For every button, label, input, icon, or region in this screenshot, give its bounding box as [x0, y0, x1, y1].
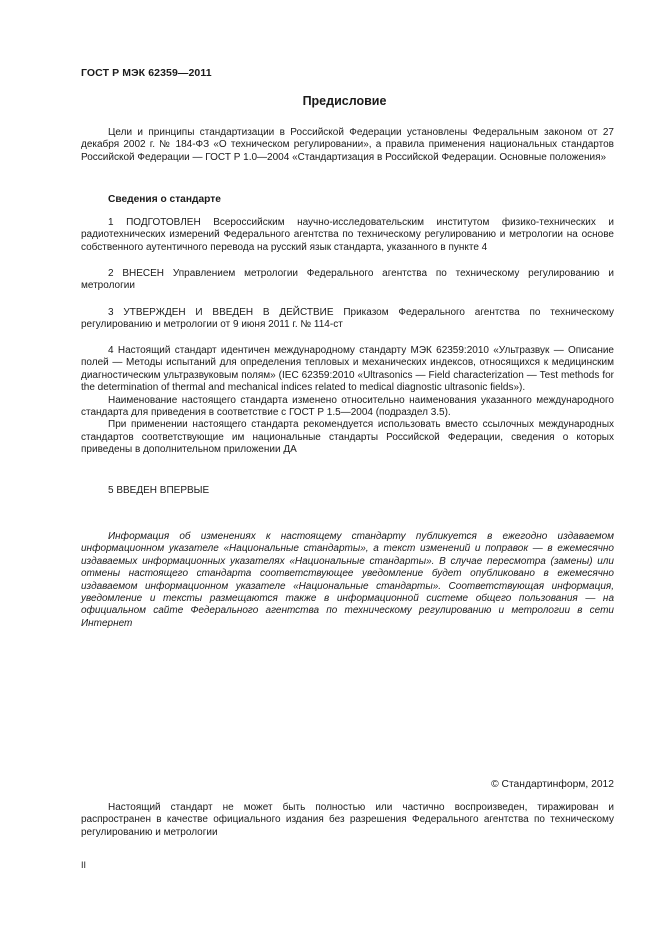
section-subheading: Сведения о стандарте — [108, 194, 221, 205]
item-1 — [81, 217, 614, 254]
rights-paragraph: Настоящий стандарт не может быть полностью или частично воспроизведен, тиражирован и распространен в качестве официального издания без разрешения Федерального агентства по техническому регулированию и метрологии — [81, 802, 614, 838]
item-5-text: 5 ВВЕДЕН ВПЕРВЫЕ — [108, 485, 210, 496]
item-3 — [81, 307, 614, 332]
intro-section — [81, 127, 614, 164]
item-4 — [81, 345, 614, 457]
item-4-text: 4 Настоящий стандарт идентичен международному стандарту МЭК 62359:2010 «Ультразвук — Описание полей — Методы испытаний для определения тепловых и механических индексов, относящихся к медицинским диагностическим ультразвуковым полям» (IEC 62359:2010 «Ultrasonics — Field characterization — Test methods for the determination of thermal and mechanical indices related to medical diagnostic ultrasonic fields»). — [81, 345, 614, 394]
item-2 — [81, 268, 614, 293]
item-4-name-note: Наименование настоящего стандарта изменено относительно наименования указанного международного стандарта для приведения в соответствие с ГОСТ Р 1.5—2004 (подраздел 3.5). — [81, 394, 614, 419]
item-1-text: 1 ПОДГОТОВЛЕН Всероссийским научно-исследовательским институтом физико-технических и радиотехнических измерений Федерального агентства по техническому регулированию и метрологии на основе собственного аутентичного перевода на русский язык стандарта, указанного в пункте 4 — [81, 217, 614, 253]
copyright-line: © Стандартинформ, 2012 — [491, 779, 614, 790]
notice-section — [81, 531, 614, 630]
page-title: Предисловие — [302, 94, 387, 108]
item-4-reference-note: При применении настоящего стандарта рекомендуется использовать вместо ссылочных международных стандартов соответствующие им национальные стандарты Российской Федерации, сведения о которых приведены в дополнительном приложении ДА — [81, 419, 614, 456]
document-header: ГОСТ Р МЭК 62359—2011 — [81, 67, 212, 79]
item-5 — [81, 485, 614, 497]
rights-section — [81, 802, 614, 839]
notice-paragraph: Информация об изменениях к настоящему стандарту публикуется в ежегодно издаваемом информационном указателе «Национальные стандарты», а текст изменений и поправок — в ежемесячно издаваемых информационных указателях «Национальные стандарты». В случае пересмотра (замены) или отмены настоящего стандарта соответствующее уведомление будет опубликовано в ежемесячно издаваемом информационном указателе «Национальные стандарты». Соответствующая информация, уведомление и тексты размещаются также в информационной системе общего пользования — на официальном сайте Федерального агентства по техническому регулированию и метрологии в сети Интернет — [81, 531, 614, 629]
item-2-text: 2 ВНЕСЕН Управлением метрологии Федерального агентства по техническому регулированию и метрологии — [81, 268, 614, 292]
page-number: II — [81, 860, 87, 870]
item-3-text: 3 УТВЕРЖДЕН И ВВЕДЕН В ДЕЙСТВИЕ Приказом Федерального агентства по техническому регулированию и метрологии от 9 июня 2011 г. № 114-ст — [81, 307, 614, 331]
intro-paragraph: Цели и принципы стандартизации в Российской Федерации установлены Федеральным законом от 27 декабря 2002 г. № 184-ФЗ «О техническом регулировании», а правила применения национальных стандартов Российской Федерации — ГОСТ Р 1.0—2004 «Стандартизация в Российской Федерации. Основные положения» — [81, 127, 614, 163]
